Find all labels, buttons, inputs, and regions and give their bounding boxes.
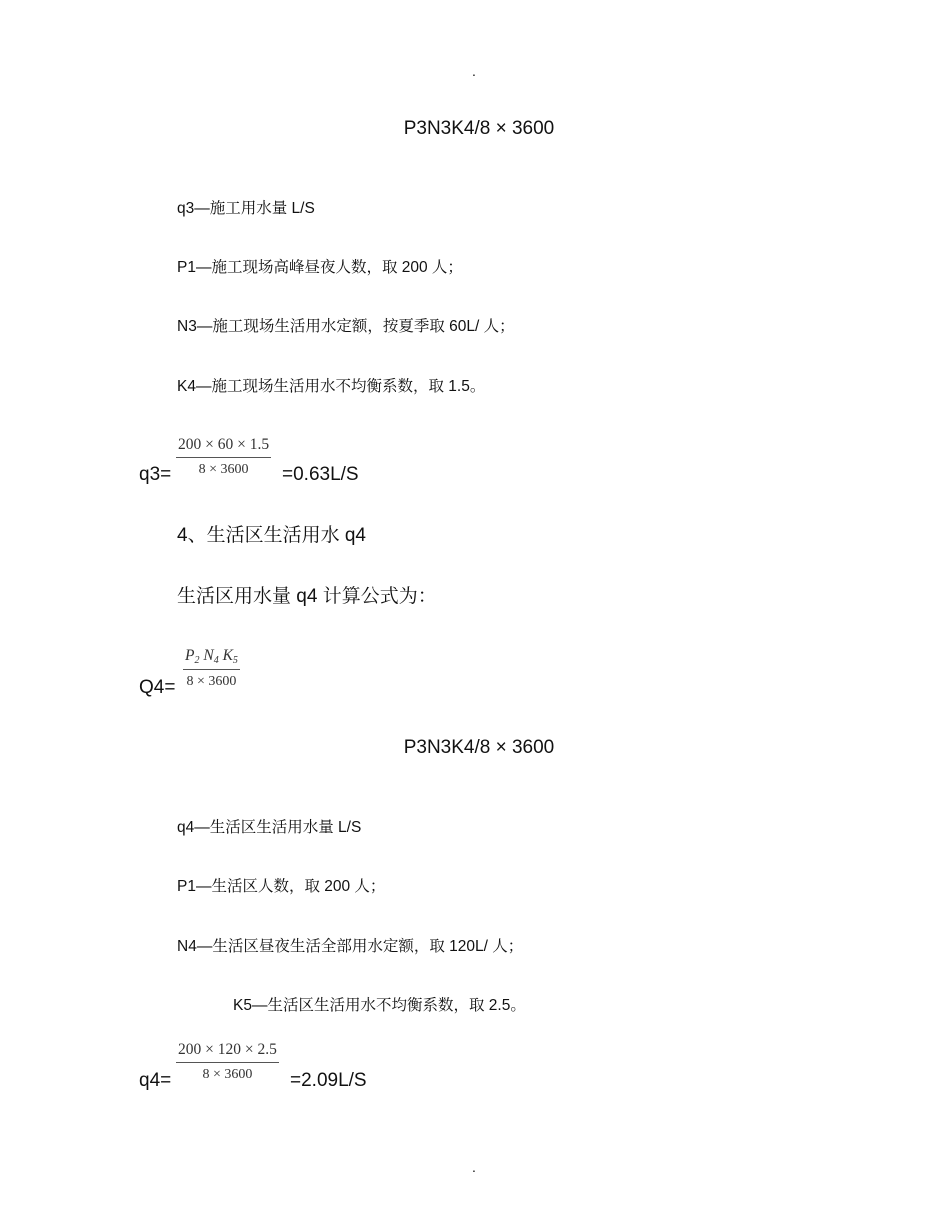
calc-q4-label: q4= [139,1070,172,1091]
calc-q3-label: q3= [139,464,172,485]
formula-q4-fraction [183,647,240,690]
definition-p1-living: P1—生活区人数，取 200 人； [177,878,386,895]
var-n: N [203,647,214,664]
formula-q4-denominator: 8 × 3600 [186,674,237,689]
header-dot: . [472,63,476,79]
definition-q3: q3—施工用水量 L/S [177,200,315,217]
var-p: P [185,647,195,664]
definition-n3: N3—施工现场生活用水定额，按夏季取 60L/ 人； [177,318,515,335]
formula-line-q4: P3N3K4/8 × 3600 [403,737,555,758]
calc-q3-result: =0.63L/S [282,464,359,485]
formula-intro-q4: 生活区用水量 q4 计算公式为： [177,586,437,607]
calc-q4-denominator: 8 × 3600 [202,1067,253,1082]
calc-q4-fraction [176,1041,279,1083]
calc-q4-result: =2.09L/S [290,1070,367,1091]
var-n-sub: 4 [213,655,219,666]
definition-k4: K4—施工现场生活用水不均衡系数，取 1.5。 [177,378,486,395]
var-k-sub: 5 [232,655,238,666]
var-p-sub: 2 [194,655,200,666]
formula-q4-numerator [183,647,240,670]
footer-dot: . [472,1159,476,1175]
var-k: K [222,647,233,664]
calc-q3-fraction [176,436,271,478]
definition-n4: N4—生活区昼夜生活全部用水定额，取 120L/ 人； [177,938,524,955]
definition-q4: q4—生活区生活用水量 L/S [177,819,362,836]
definition-p1: P1—施工现场高峰昼夜人数，取 200 人； [177,259,463,276]
calc-q4-numerator: 200 × 120 × 2.5 [176,1041,279,1063]
definition-k5: K5—生活区生活用水不均衡系数，取 2.5。 [233,997,526,1014]
calc-q3-denominator: 8 × 3600 [198,462,249,477]
calc-q3-numerator: 200 × 60 × 1.5 [176,436,271,458]
section-heading-q4: 4、生活区生活用水 q4 [177,525,366,546]
formula-line-q3: P3N3K4/8 × 3600 [403,118,555,139]
formula-q4-label: Q4= [139,677,176,698]
